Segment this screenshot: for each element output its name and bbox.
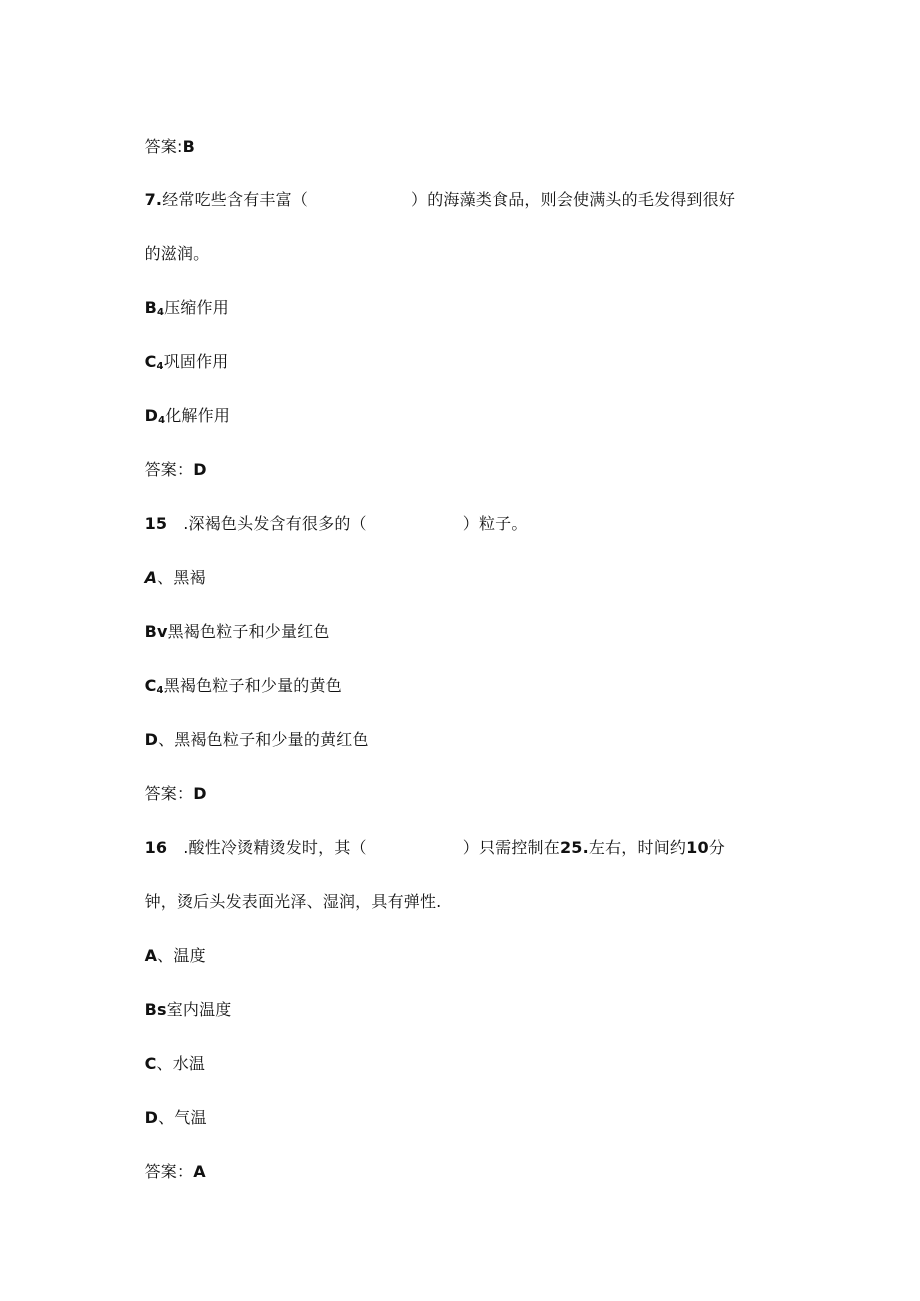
option-letter: D [144, 406, 159, 425]
answer-letter: B [182, 137, 195, 156]
option-subscript: 4 [156, 685, 164, 696]
question-text: 经常吃些含有丰富（ [162, 190, 309, 209]
question-number: 7. [144, 190, 163, 209]
option-text: 温度 [173, 946, 206, 965]
option-separator: 、 [156, 1054, 173, 1073]
question-number-value: 10 [686, 838, 709, 857]
option-subscript: 4 [156, 361, 164, 372]
option-letter: D [144, 730, 159, 749]
option-letter: B [144, 298, 157, 317]
option-text: 巩固作用 [163, 352, 229, 371]
option-separator: 、 [157, 568, 174, 587]
question-number: 15 [144, 514, 168, 533]
option-separator: 、 [158, 730, 175, 749]
question-16-line [134, 818, 725, 858]
question-text: .酸性冷烫精烫发时，其（ [183, 838, 367, 857]
option-text: 黑褐色粒子和少量红色 [167, 622, 330, 641]
question-text: 分 [708, 838, 725, 857]
answer-letter: A [193, 1162, 206, 1181]
option-text: 黑褐色粒子和少量的黄红色 [174, 730, 369, 749]
option-text: 室内温度 [166, 1000, 232, 1019]
option-b [134, 980, 232, 1020]
option-d [134, 386, 230, 426]
option-c [134, 656, 342, 696]
option-letter: Bs [144, 1000, 167, 1019]
option-text: 黑褐色粒子和少量的黄色 [163, 676, 342, 695]
answer-letter: D [193, 784, 207, 803]
option-d [134, 1088, 207, 1128]
option-subscript: 4 [158, 415, 166, 426]
option-a [134, 548, 206, 588]
option-text: 压缩作用 [164, 298, 229, 317]
answer-label: 答案： [144, 1162, 194, 1181]
answer-line [134, 764, 207, 804]
option-text: 水温 [172, 1054, 206, 1073]
question-text: 左右，时间约 [588, 838, 687, 857]
question-text: ）粒子。 [462, 514, 528, 533]
question-16-continuation [134, 872, 441, 912]
option-letter: C [144, 1054, 157, 1073]
option-separator: 、 [158, 1108, 175, 1127]
answer-line [134, 1142, 206, 1182]
option-text: 化解作用 [165, 406, 231, 425]
answer-line [134, 440, 207, 480]
option-letter: A [144, 946, 158, 965]
option-letter: A [144, 568, 158, 587]
option-c [134, 1034, 205, 1074]
option-letter: D [144, 1108, 159, 1127]
option-b [134, 602, 330, 642]
question-text: .深褐色头发含有很多的（ [183, 514, 367, 533]
option-letter: C [144, 352, 157, 371]
answer-label: 答案： [144, 460, 194, 479]
option-letter: Bv [144, 622, 168, 641]
option-text: 气温 [174, 1108, 207, 1127]
option-letter: C [144, 676, 157, 695]
answer-label: 答案： [144, 784, 194, 803]
option-b [134, 278, 229, 318]
question-number: 16 [144, 838, 168, 857]
option-d [134, 710, 369, 750]
question-number-value: 25. [559, 838, 589, 857]
answer-letter: D [193, 460, 207, 479]
question-15-line [134, 494, 528, 534]
answer-line [134, 117, 195, 157]
option-c [134, 332, 229, 372]
question-text: ）的海藻类食品，则会使满头的毛发得到很好 [411, 190, 736, 209]
question-text: ）只需控制在 [462, 838, 560, 857]
option-a [134, 926, 206, 966]
option-subscript: 4 [156, 307, 165, 318]
option-text: 黑褐 [173, 568, 206, 587]
answer-label: 答案: [144, 137, 183, 156]
question-7-line [134, 170, 735, 210]
question-text: 钟，烫后头发表面光泽、湿润，具有弹性. [144, 892, 442, 911]
question-7-continuation [134, 224, 209, 264]
option-separator: 、 [157, 946, 174, 965]
question-text: 的滋润。 [144, 244, 210, 263]
